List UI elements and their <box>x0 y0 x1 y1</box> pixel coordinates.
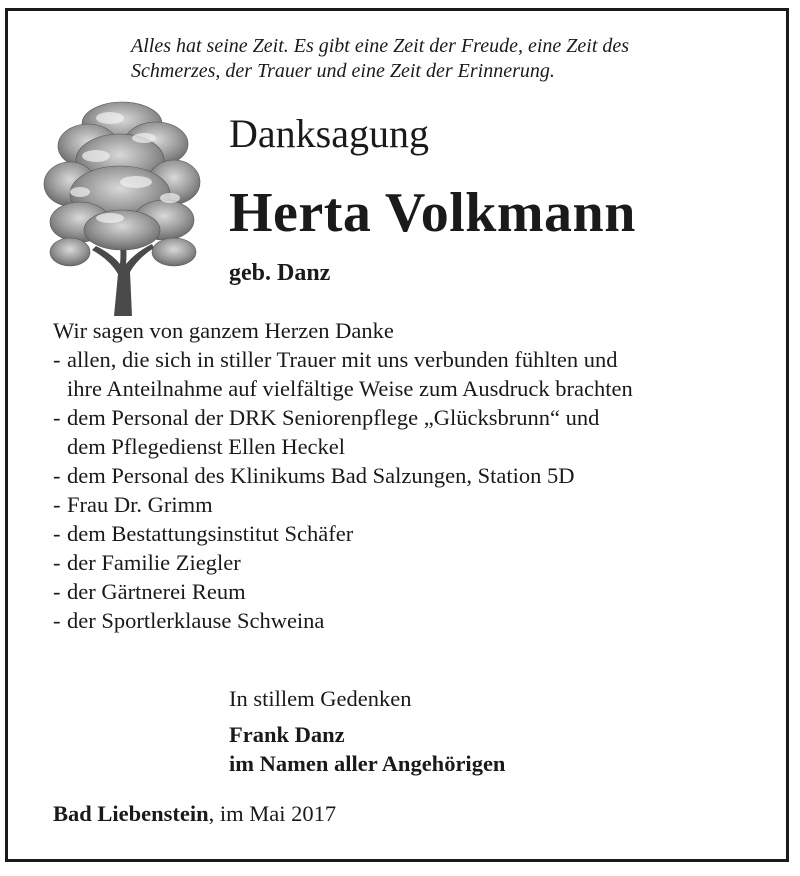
motto-line-2: Schmerzes, der Trauer und eine Zeit der Erinnerung. <box>131 60 555 82</box>
list-item: - der Familie Ziegler <box>53 550 241 575</box>
place-name: Bad Liebenstein <box>53 801 209 826</box>
motto-quote <box>131 34 771 84</box>
signer-name: Frank Danz <box>229 722 345 747</box>
thanks-list <box>53 345 753 635</box>
maiden-name: geb. Danz <box>229 260 331 286</box>
list-item: - dem Personal des Klinikums Bad Salzungen, Station 5D <box>53 463 575 488</box>
list-item: - der Sportlerklause Schweina <box>53 608 325 633</box>
motto-line-1: Alles hat seine Zeit. Es gibt eine Zeit der Freude, eine Zeit des <box>131 35 630 57</box>
signer-block <box>229 720 505 778</box>
thanks-section <box>53 316 753 635</box>
list-item: - allen, die sich in stiller Trauer mit uns verbunden fühlten und ihre Anteilnahme auf vielfältige Weise zum Ausdruck brachten <box>53 347 633 401</box>
list-item: - dem Personal der DRK Seniorenpflege „Glücksbrunn“ und dem Pflegedienst Ellen Heckel <box>53 405 600 459</box>
date-text: , im Mai 2017 <box>208 801 337 826</box>
signer-on-behalf: im Namen aller Angehörigen <box>229 751 506 776</box>
list-item: - dem Bestattungsinstitut Schäfer <box>53 521 354 546</box>
deceased-name: Herta Volkmann <box>229 182 636 244</box>
thanks-intro: Wir sagen von ganzem Herzen Danke <box>53 318 394 343</box>
place-date-line <box>53 799 336 828</box>
list-item: - der Gärtnerei Reum <box>53 579 246 604</box>
closing-phrase: In stillem Gedenken <box>229 686 412 711</box>
list-item: - Frau Dr. Grimm <box>53 492 213 517</box>
notice-heading: Danksagung <box>229 111 429 156</box>
tree-icon <box>40 94 204 316</box>
